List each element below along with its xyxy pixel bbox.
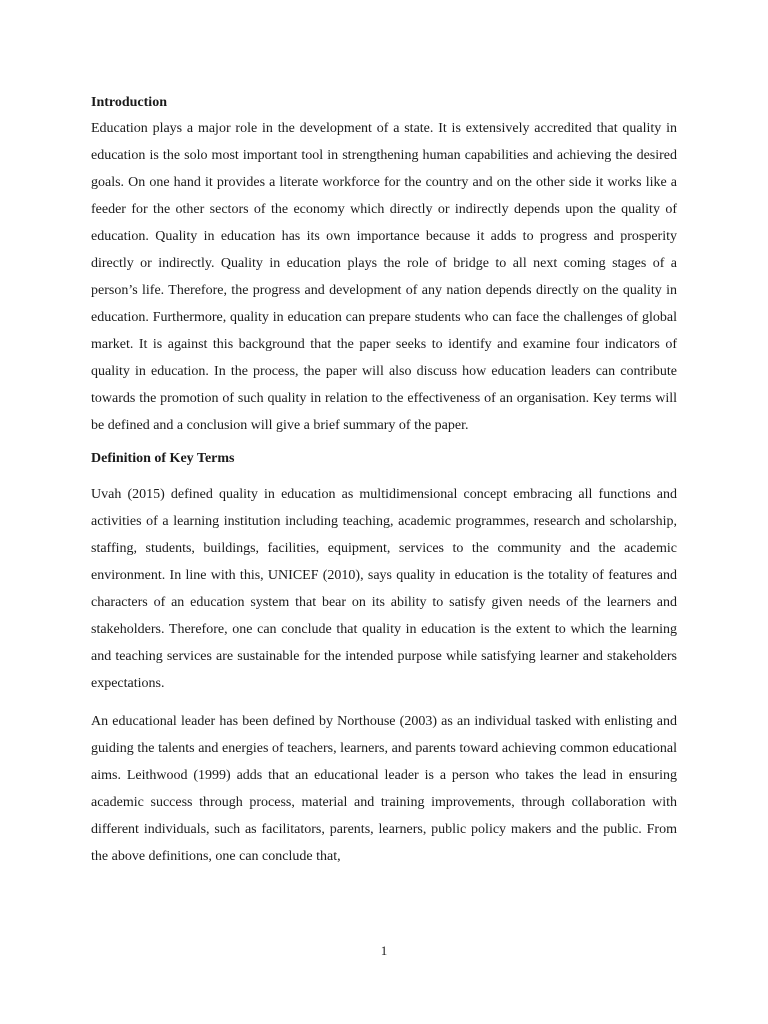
paragraph-introduction: Education plays a major role in the development of a state. It is extensively accredited that quality in education is the solo most important tool in strengthening human capabilities and achieving the desired goals. On one hand it provides a literate workforce for the country and on the other side it works like a feeder for the other sectors of the economy which directly or indirectly depends upon the quality of education. Quality in education has its own importance because it adds to progress and prosperity directly or indirectly. Quality in education plays the role of bridge to all next coming stages of a person’s life. Therefore, the progress and development of any nation depends directly on the quality in education. Furthermore, quality in education can prepare students who can face the challenges of global market. It is against this background that the paper seeks to identify and examine four indicators of quality in education. In the process, the paper will also discuss how education leaders can contribute towards the promotion of such quality in relation to the effectiveness of an organisation. Key terms will be defined and a conclusion will give a brief summary of the paper. — [91, 121, 677, 433]
paragraph-quality-definition: Uvah (2015) defined quality in education as multidimensional concept embracing all functions and activities of a learning institution including teaching, academic programmes, research and scholarship, staffing, students, buildings, facilities, equipment, services to the community and the academic environment. In line with this, UNICEF (2010), says quality in education is the totality of features and characters of an education system that bear on its ability to satisfy given needs of the learners and stakeholders. Therefore, one can conclude that quality in education is the extent to which the learning and teaching services are sustainable for the intended purpose while satisfying learner and stakeholders expectations. — [91, 487, 677, 691]
page-number: 1 — [380, 943, 388, 958]
heading-definition-of-key-terms: Definition of Key Terms — [91, 451, 235, 466]
paragraph-educational-leader-definition: An educational leader has been defined by Northouse (2003) as an individual tasked with enlisting and guiding the talents and energies of teachers, learners, and parents toward achieving common educational aims. Leithwood (1999) adds that an educational leader is a person who takes the lead in ensuring academic success through process, material and training improvements, through collaboration with different individuals, such as facilitators, parents, learners, public policy makers and the public. From the above definitions, one can conclude that, — [91, 714, 677, 864]
document-body — [91, 92, 677, 870]
heading-introduction: Introduction — [91, 95, 167, 110]
